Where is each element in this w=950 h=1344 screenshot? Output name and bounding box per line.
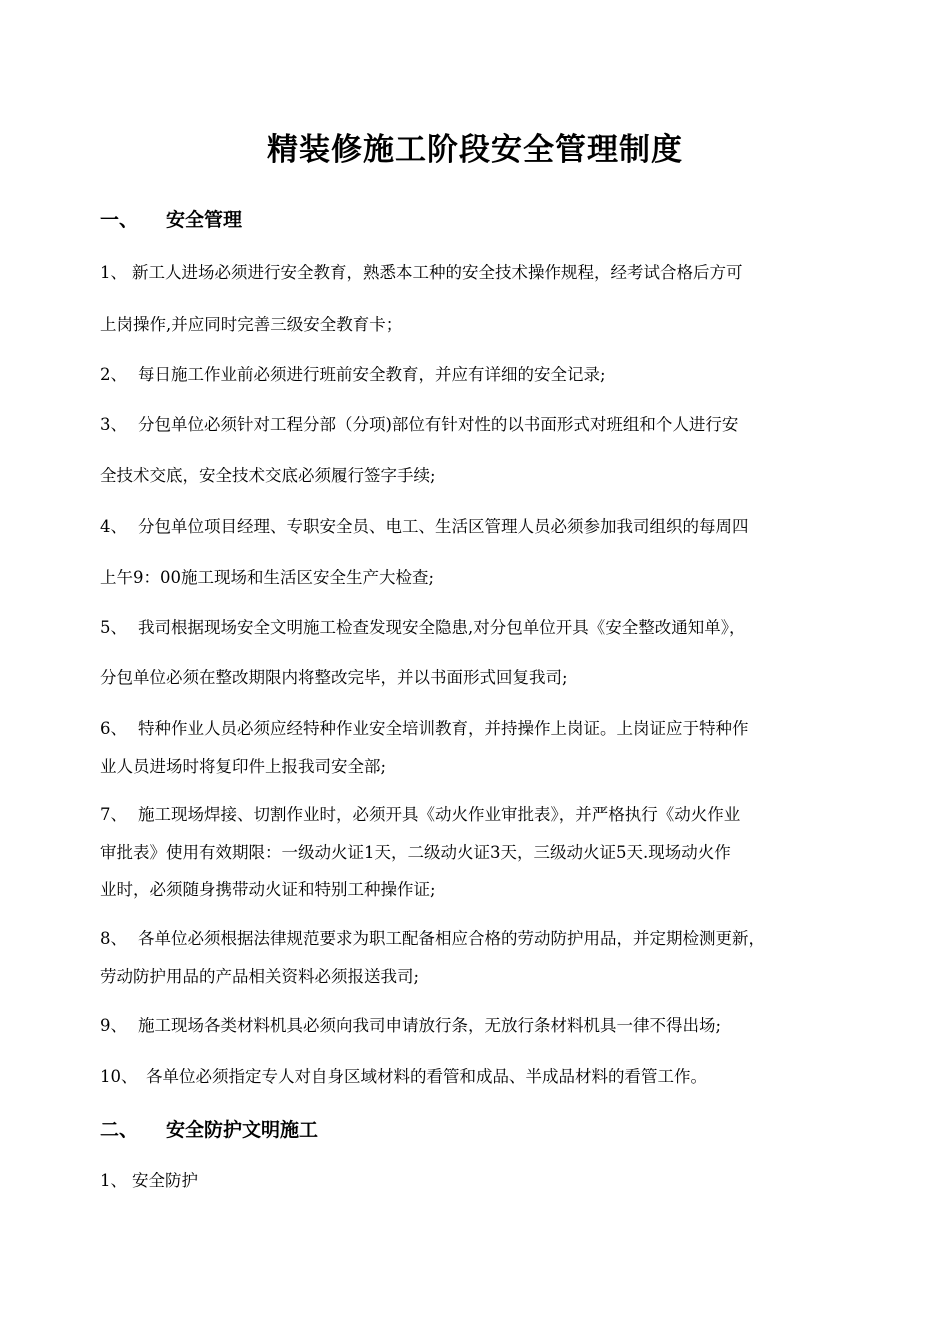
item-number: 2、: [100, 365, 127, 384]
item-text: 分包单位必须针对工程分部（分项)部位有针对性的以书面形式对班组和个人进行安: [138, 415, 739, 434]
list-item-10: [100, 1064, 707, 1090]
item-text: 施工现场焊接、切割作业时，必须开具《动火作业审批表》，并严格执行《动火作业: [138, 805, 741, 824]
item-text: 安全防护: [132, 1171, 198, 1190]
section-heading-2: [100, 1116, 318, 1144]
list-item-3: [100, 412, 738, 438]
list-item-5-continued: 分包单位必须在整改期限内将整改完毕，并以书面形式回复我司;: [100, 668, 568, 687]
section-number: 一、: [100, 209, 139, 231]
section-heading-1: [100, 206, 242, 234]
list-item-6-continued: 业人员进场时将复印件上报我司安全部;: [100, 757, 387, 776]
item-text: 各单位必须指定专人对自身区域材料的看管和成品、半成品材料的看管工作。: [146, 1067, 707, 1086]
list-item-3-continued: 全技术交底，安全技术交底必须履行签字手续;: [100, 466, 436, 485]
section-title: 安全防护文明施工: [166, 1119, 319, 1141]
item-text: 特种作业人员必须应经特种作业安全培训教育，并持操作上岗证。上岗证应于特种作: [138, 719, 749, 738]
list-item-2: [100, 362, 606, 388]
item-number: 3、: [100, 415, 127, 434]
section-number: 二、: [100, 1119, 139, 1141]
item-number: 1、: [100, 263, 127, 282]
item-number: 1、: [100, 1171, 127, 1190]
item-text: 新工人进场必须进行安全教育，熟悉本工种的安全技术操作规程，经考试合格后方可: [132, 263, 743, 282]
list-item-5: [100, 615, 746, 641]
list-item-7-continued-2: 业时，必须随身携带动火证和特别工种操作证;: [100, 880, 436, 899]
list-item-7: [100, 802, 740, 828]
list-item-2-1: [100, 1168, 198, 1194]
list-item-9: [100, 1013, 721, 1039]
item-number: 9、: [100, 1016, 127, 1035]
list-item-1: [100, 260, 743, 286]
item-number: 10、: [100, 1067, 138, 1086]
item-number: 6、: [100, 719, 127, 738]
item-text: 分包单位项目经理、专职安全员、电工、生活区管理人员必须参加我司组织的每周四: [138, 517, 749, 536]
item-number: 4、: [100, 517, 127, 536]
list-item-8: [100, 926, 765, 952]
list-item-4-continued: 上午9：00施工现场和生活区安全生产大检查;: [100, 568, 435, 587]
list-item-8-continued: 劳动防护用品的产品相关资料必须报送我司;: [100, 967, 420, 986]
item-number: 8、: [100, 929, 127, 948]
list-item-4: [100, 514, 749, 540]
item-text: 各单位必须根据法律规范要求为职工配备相应合格的劳动防护用品，并定期检测更新，: [138, 929, 765, 948]
list-item-6: [100, 716, 749, 742]
section-title: 安全管理: [166, 209, 243, 231]
item-text: 每日施工作业前必须进行班前安全教育，并应有详细的安全记录;: [138, 365, 606, 384]
item-text: 我司根据现场安全文明施工检查发现安全隐患,对分包单位开具《安全整改通知单》，: [138, 618, 746, 637]
item-text: 施工现场各类材料机具必须向我司申请放行条，无放行条材料机具一律不得出场;: [138, 1016, 722, 1035]
item-number: 5、: [100, 618, 127, 637]
document-title: 精装修施工阶段安全管理制度: [267, 132, 683, 168]
item-number: 7、: [100, 805, 127, 824]
list-item-7-continued: 审批表》使用有效期限：一级动火证1天，二级动火证3天，三级动火证5天.现场动火作: [100, 843, 731, 862]
list-item-1-continued: 上岗操作,并应同时完善三级安全教育卡；: [100, 315, 403, 334]
